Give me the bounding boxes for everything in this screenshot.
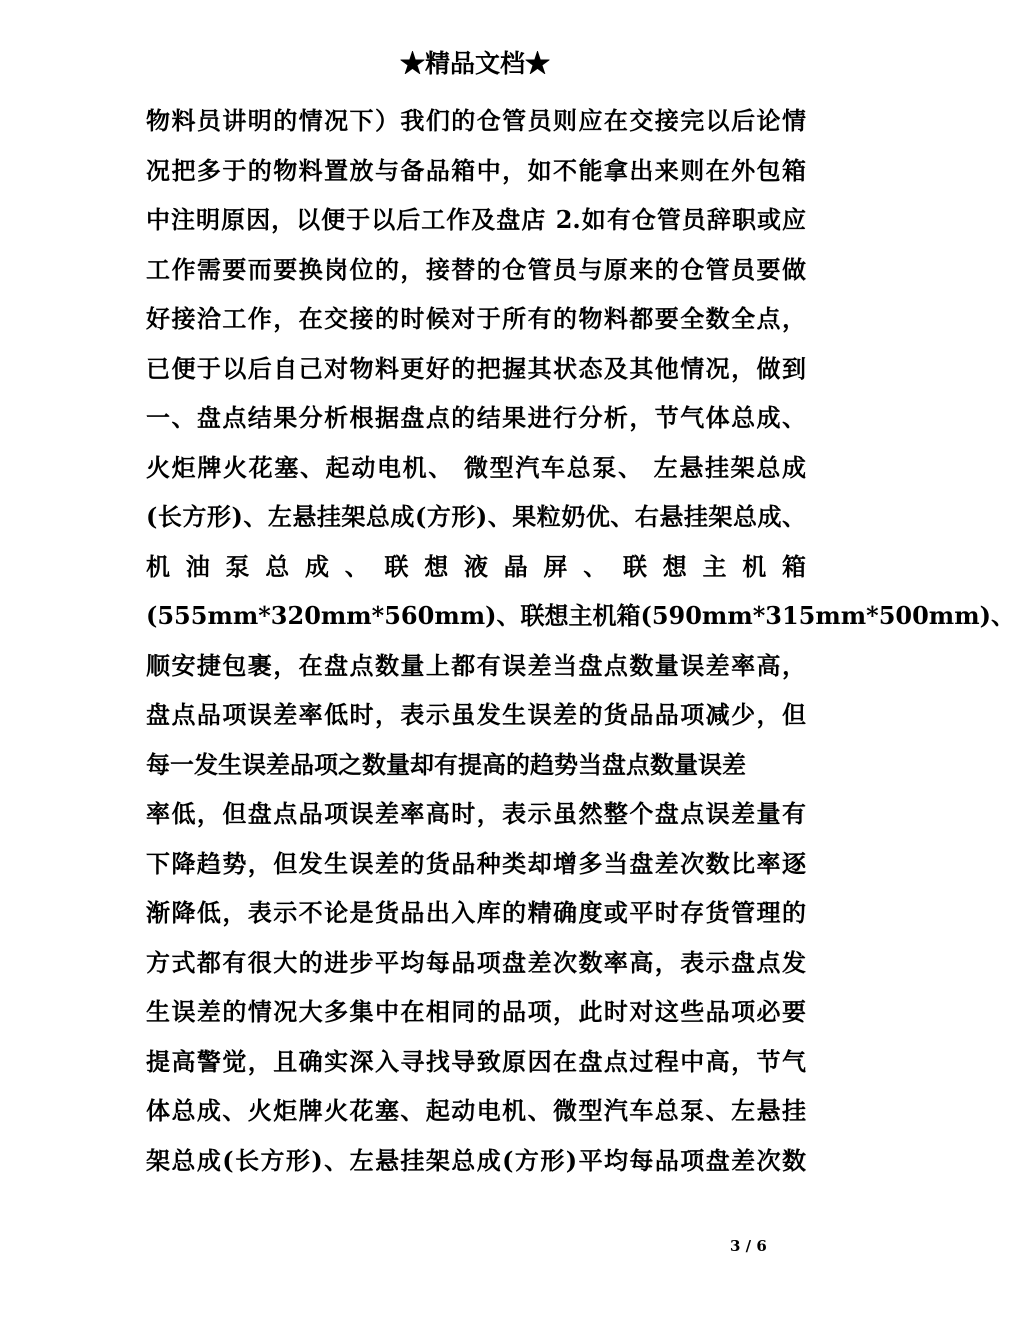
body-line: 每一发生误差品项之数量却有提高的趋势当盘点数量误差 [146,749,746,779]
body-line: 体总成、火炬牌火花塞、起动电机、微型汽车总泵、左悬挂 [146,1096,806,1125]
document-header: ★精品文档★ [399,49,550,78]
body-line: 下降趋势，但发生误差的货品种类却增多当盘差次数比率逐 [146,848,806,878]
body-line: (555mm*320mm*560mm)、联想主机箱(590mm*315mm*500mm)、 [146,601,1015,630]
body-line: 生误差的情况大多集中在相同的品项，此时对这些品项必要 [146,997,806,1026]
body-line: 机 油 泵 总 成 、 联 想 液 晶 屏 、 联 想 主 机 箱 [146,551,806,581]
body-line: 好接洽工作，在交接的时候对于所有的物料都要全数全点， [146,304,806,333]
body-line: 架总成(长方形)、左悬挂架总成(方形)平均每品项盘差次数 [146,1145,806,1175]
body-line: 渐降低，表示不论是货品出入库的精确度或平时存货管理的 [146,898,806,927]
body-line: 物料员讲明的情况下）我们的仓管员则应在交接完以后论情 [146,106,806,135]
body-line: 工作需要而要换岗位的，接替的仓管员与原来的仓管员要做 [146,254,806,284]
body-line: 已便于以后自己对物料更好的把握其状态及其他情况，做到 [146,353,806,383]
body-line: 率低，但盘点品项误差率高时，表示虽然整个盘点误差量有 [146,799,806,828]
body-line: 火炬牌火花塞、起动电机、 微型汽车总泵、 左悬挂架总成 [146,452,806,482]
body-line: 中注明原因，以便于以后工作及盘店 2.如有仓管员辞职或应 [146,205,806,234]
body-line: 方式都有很大的进步平均每品项盘差次数率高，表示盘点发 [146,947,806,977]
body-line: 顺安捷包裹，在盘点数量上都有误差当盘点数量误差率高， [146,650,806,680]
body-line: 一、盘点结果分析根据盘点的结果进行分析，节气体总成、 [146,403,806,432]
body-line: (长方形)、左悬挂架总成(方形)、果粒奶优、右悬挂架总成、 [146,502,806,531]
page-number: 3 / 6 [730,1237,767,1255]
body-line: 提高警觉，且确实深入寻找导致原因在盘点过程中高，节气 [146,1046,806,1076]
body-line: 盘点品项误差率低时，表示虽发生误差的货品品项减少，但 [146,700,806,729]
document-body [146,96,1015,1185]
body-line: 况把多于的物料置放与备品箱中，如不能拿出来则在外包箱 [146,155,806,185]
